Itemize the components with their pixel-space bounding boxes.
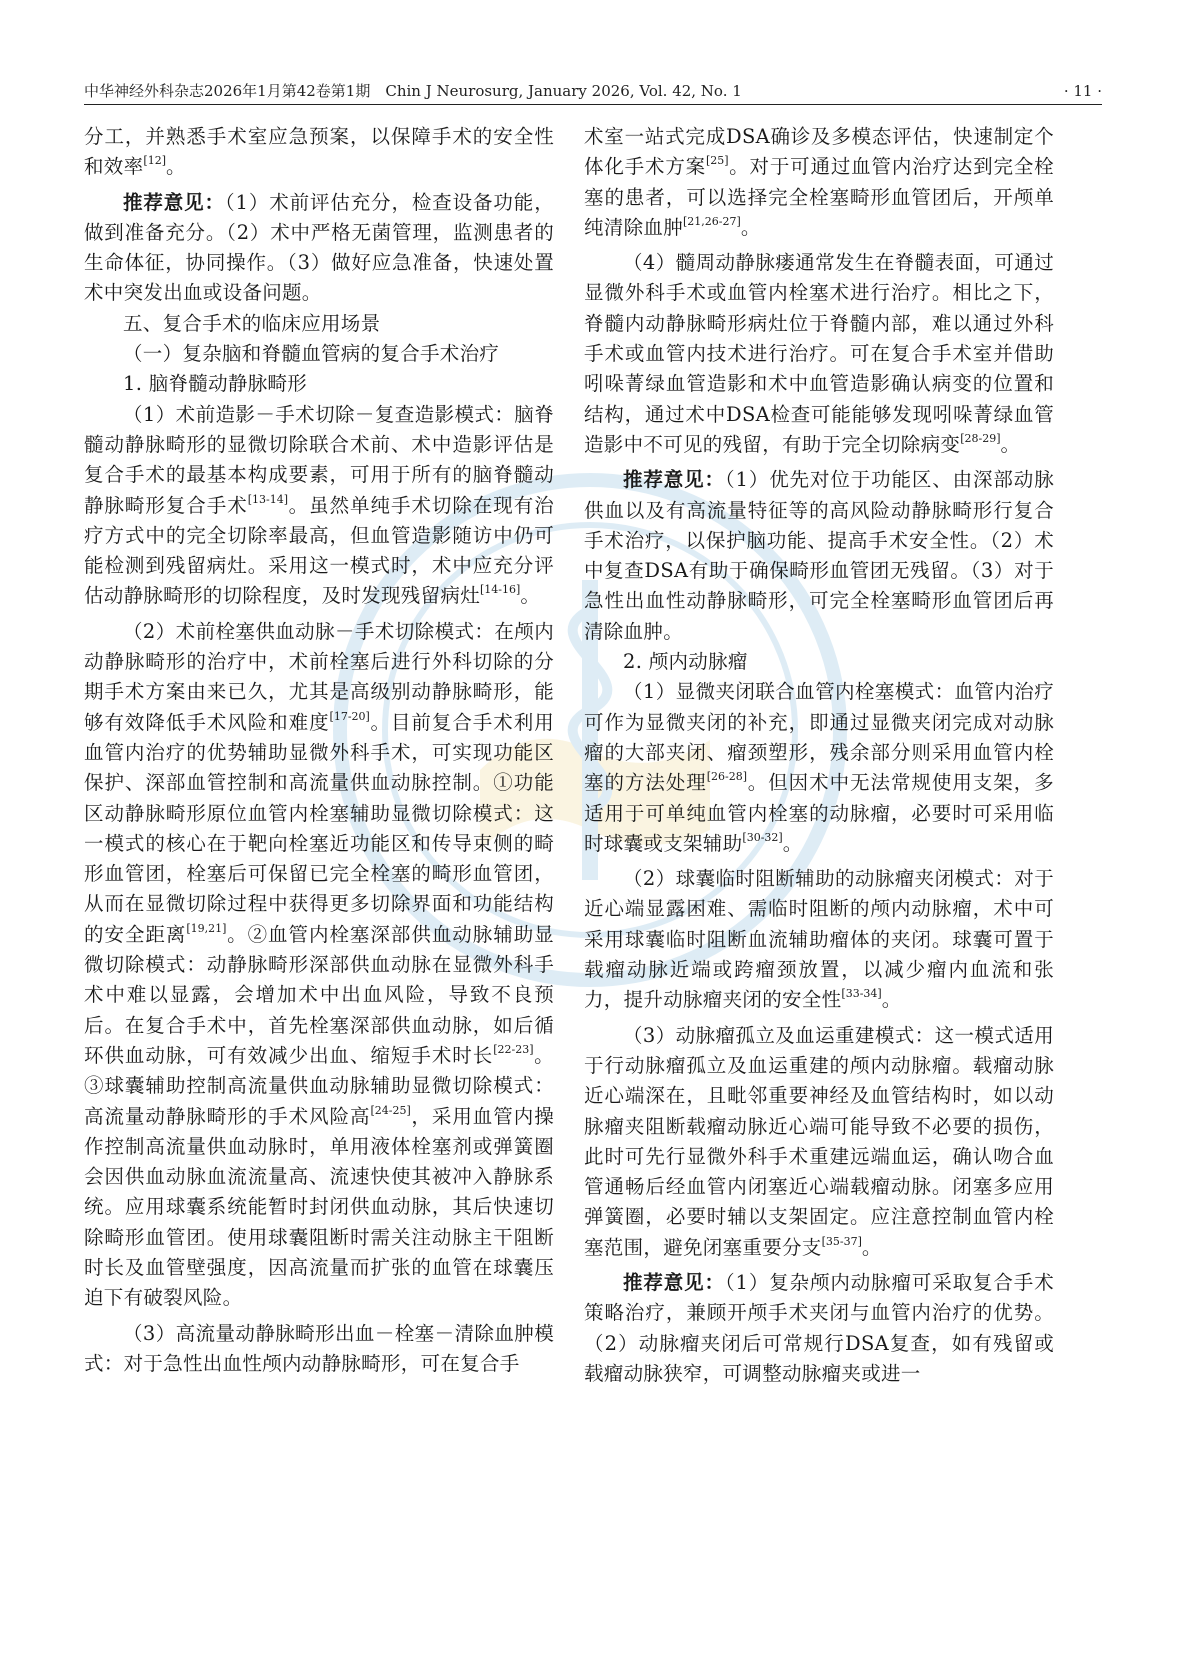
running-header xyxy=(84,80,1102,106)
paragraph xyxy=(84,369,554,399)
citation-ref: [17-20] xyxy=(329,709,370,723)
recommendation-label: 推荐意见： xyxy=(623,1270,725,1294)
citation-ref: [30-32] xyxy=(742,830,783,844)
right-column xyxy=(584,122,1054,1389)
text-run: （1）复杂颅内动脉瘤可采取复合手术策略治疗，兼顾开颅手术夹闭与血管内治疗的优势。（2）动脉瘤夹闭后可常规行DSA复查，如有残留或载瘤动脉狭窄，可调整动脉瘤夹或进一 xyxy=(584,1270,1054,1385)
publisher-stamp-icon xyxy=(215,1400,515,1426)
paragraph xyxy=(584,677,1054,859)
citation-ref: [35-37] xyxy=(821,1234,862,1248)
citation-ref: [22-23] xyxy=(493,1042,534,1056)
text-run: 。但因术中无法常规使用支架，多适用于可单纯血管内栓塞的动脉瘤，必要时可采用临时球囊或支架辅助 xyxy=(584,771,1054,855)
paragraph-continuation xyxy=(584,122,1054,243)
paragraph xyxy=(584,647,1054,677)
text-run: 2. 颅内动脉瘤 xyxy=(623,650,748,674)
text-run: 。 xyxy=(861,1235,882,1259)
text-run: 。 xyxy=(1000,432,1021,456)
text-run: （1）优先对位于功能区、由深部动脉供血以及有高流量特征等的高风险动静脉畸形行复合手术治疗，以保护脑功能、提高手术安全性。（2）术中复查DSA有助于确保畸形血管团无残留。（3）对于急性出血性动静脉畸形，可完全栓塞畸形血管团后再清除血肿。 xyxy=(584,468,1054,643)
paragraph xyxy=(84,400,554,612)
recommendation-label: 推荐意见： xyxy=(623,468,725,492)
citation-ref: [26-28] xyxy=(706,770,748,784)
paragraph-continuation xyxy=(84,122,554,183)
paragraph xyxy=(584,465,1054,647)
text-run: 。对于可通过血管内治疗达到完全栓塞的患者，可以选择完全栓塞畸形血管团后，开颅单纯清除血肿 xyxy=(584,155,1054,239)
text-run: 。③球囊辅助控制高流量供血动脉辅助显微切除模式：高流量动静脉畸形的手术风险高 xyxy=(84,1043,554,1128)
text-run: 分工，并熟悉手术室应急预案，以保障手术的安全性和效率 xyxy=(84,125,554,179)
text-run: （4）髓周动静脉瘘通常发生在脊髓表面，可通过显微外科手术或血管内栓塞术进行治疗。相比之下，脊髓内动静脉畸形病灶位于脊髓内部，难以通过外科手术或血管内技术进行治疗。可在复合手术室并借助吲哚菁绿血管造影和术中血管造影确认病变的位置和结构，通过术中DSA检查可能能够发现吲哚菁绿血管造影中不可见的残留，有助于完全切除病变 xyxy=(584,251,1054,456)
paragraph xyxy=(584,1268,1054,1389)
header-rule xyxy=(84,104,1102,105)
left-column xyxy=(84,122,554,1379)
text-run: （2）球囊临时阻断辅助的动脉瘤夹闭模式：对于近心端显露困难、需临时阻断的颅内动脉瘤，术中可采用球囊临时阻断血流辅助瘤体的夹闭。球囊可置于载瘤动脉近端或跨瘤颈放置，以减少瘤内血流和张力，提升动脉瘤夹闭的安全性 xyxy=(584,867,1054,1012)
page-number: · 11 · xyxy=(1063,82,1102,100)
text-run: 。 xyxy=(782,831,803,855)
recommendation-label: 推荐意见： xyxy=(123,190,225,214)
citation-ref: [14-16] xyxy=(480,583,521,597)
citation-ref: [12] xyxy=(143,154,166,168)
text-run: 1. 脑脊髓动静脉畸形 xyxy=(123,372,308,396)
citation-ref: [33-34] xyxy=(841,987,882,1001)
text-run: （3）高流量动静脉畸形出血－栓塞－清除血肿模式：对于急性出血性颅内动静脉畸形，可在复合手 xyxy=(84,1321,554,1375)
text-run: 术室一站式完成DSA确诊及多模态评估，快速制定个体化手术方案 xyxy=(584,125,1054,179)
text-run: 。目前复合手术利用血管内治疗的优势辅助显微外科手术，可实现功能区保护、深部血管控制和高流量供血动脉控制。①功能区动静脉畸形原位血管内栓塞辅助显微切除模式：这一模式的核心在于靶向栓塞近功能区和传导束侧的畸形血管团，栓塞后可保留已完全栓塞的畸形血管团，从而在显微切除过程中获得更多切除界面和功能结构的安全距离 xyxy=(84,710,554,946)
text-run: （2）术前栓塞供血动脉－手术切除模式：在颅内动静脉畸形的治疗中，术前栓塞后进行外科切除的分期手术方案由来已久，尤其是高级别动静脉畸形，能够有效降低手术风险和难度 xyxy=(84,619,554,734)
paragraph xyxy=(584,864,1054,1015)
paragraph xyxy=(584,248,1054,460)
text-run: ，采用血管内操作控制高流量供血动脉时，单用液体栓塞剂或弹簧圈会因供血动脉血流流量高、流速快使其被冲入静脉系统。应用球囊系统能暂时封闭供血动脉，其后快速切除畸形血管团。使用球囊阻断时需关注动脉主干阻断时长及血管壁强度，因高流量而扩张的血管在球囊压迫下有破裂风险。 xyxy=(84,1104,554,1310)
paragraph xyxy=(584,1021,1054,1263)
citation-ref: [13-14] xyxy=(247,492,288,506)
text-run: （1）术前造影－手术切除－复查造影模式：脑脊髓动静脉畸形的显微切除联合术前、术中造影评估是复合手术的最基本构成要素，可用于所有的脑脊髓动静脉畸形复合手术 xyxy=(84,402,554,517)
citation-ref: [28-29] xyxy=(960,431,1001,445)
journal-citation: 中华神经外科杂志2026年1月第42卷第1期 Chin J Neurosurg, January 2026, Vol. 42, No. 1 xyxy=(84,82,742,100)
citation-ref: [21,26-27] xyxy=(683,214,741,228)
paragraph xyxy=(84,1319,554,1380)
paragraph xyxy=(84,339,554,369)
text-run: （3）动脉瘤孤立及血运重建模式：这一模式适用于行动脉瘤孤立及血运重建的颅内动脉瘤。载瘤动脉近心端深在，且毗邻重要神经及血管结构时，如以动脉瘤夹阻断载瘤动脉近心端可能导致不必要的损伤，此时可先行显微外科手术重建远端血运，确认吻合血管通畅后经血管内闭塞近心端载瘤动脉。闭塞多应用弹簧圈，必要时辅以支架固定。应注意控制血管内栓塞范围，避免闭塞重要分支 xyxy=(584,1023,1054,1259)
paragraph xyxy=(84,617,554,1314)
text-run: （1）术前评估充分，检查设备功能，做到准备充分。（2）术中严格无菌管理，监测患者的生命体征，协同操作。（3）做好应急准备，快速处置术中突发出血或设备问题。 xyxy=(84,190,554,305)
citation-ref: [19,21] xyxy=(186,921,227,935)
text-run: （一）复杂脑和脊髓血管病的复合手术治疗 xyxy=(123,342,500,366)
text-run: （1）显微夹闭联合血管内栓塞模式：血管内治疗可作为显微夹闭的补充，即通过显微夹闭完成对动脉瘤的大部夹闭、瘤颈塑形，残余部分则采用血管内栓塞的方法处理 xyxy=(584,680,1054,795)
text-run: 。②血管内栓塞深部供血动脉辅助显微切除模式：动静脉畸形深部供血动脉在显微外科手术中难以显露，会增加术中出血风险，导致不良预后。在复合手术中，首先栓塞深部供血动脉，如后循环供血动脉，可有效减少出血、缩短手术时长 xyxy=(84,922,554,1067)
text-run: 。 xyxy=(520,584,541,608)
paragraph xyxy=(84,309,554,339)
citation-ref: [25] xyxy=(706,154,729,168)
citation-ref: [24-25] xyxy=(370,1103,411,1117)
text-run: 五、复合手术的临床应用场景 xyxy=(123,311,381,335)
paragraph xyxy=(84,188,554,309)
text-run: 。 xyxy=(740,215,761,239)
text-run: 。 xyxy=(881,988,902,1012)
text-run: 。虽然单纯手术切除在现有治疗方式中的完全切除率最高，但血管造影随访中仍可能检测到残留病灶。采用这一模式时，术中应充分评估动静脉畸形的切除程度，及时发现残留病灶 xyxy=(84,493,554,608)
text-run: 。 xyxy=(166,155,186,179)
